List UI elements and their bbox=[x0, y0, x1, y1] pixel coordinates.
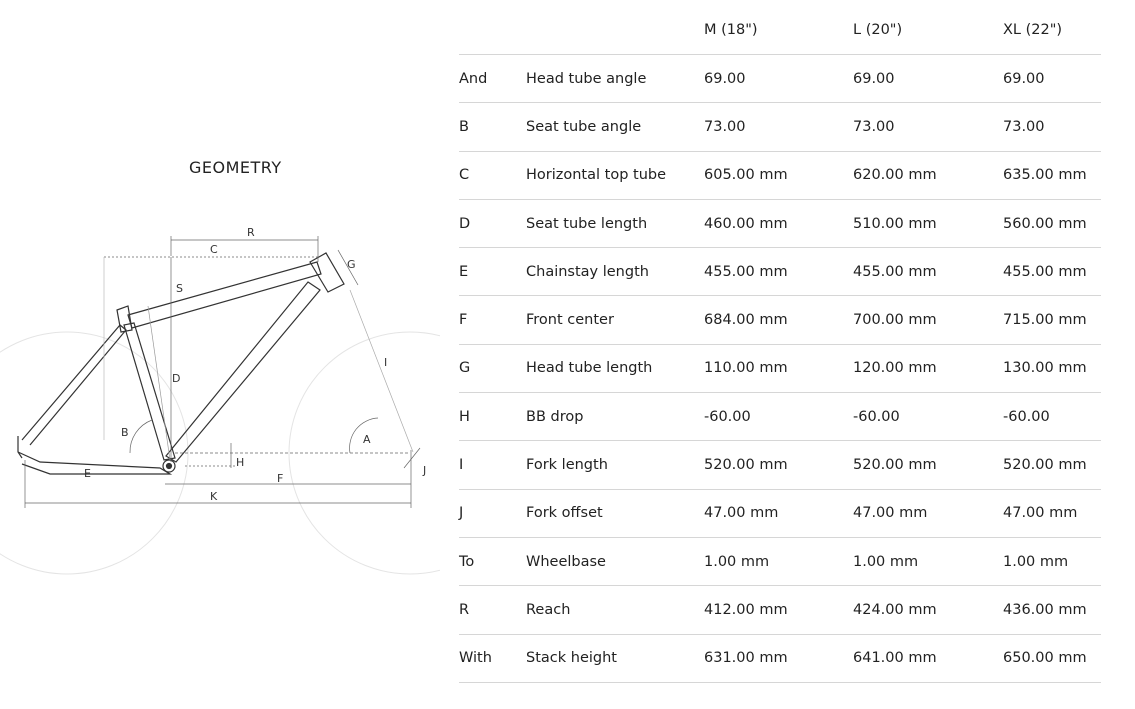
row-value-xl: 73.00 bbox=[1003, 103, 1101, 151]
row-value-m: -60.00 bbox=[704, 393, 853, 441]
table-row bbox=[459, 248, 1101, 296]
fork-length-line bbox=[350, 290, 413, 452]
row-name: Front center bbox=[526, 296, 704, 344]
label-g: G bbox=[347, 258, 356, 271]
row-value-l: 73.00 bbox=[853, 103, 1003, 151]
row-value-l: 455.00 mm bbox=[853, 248, 1003, 296]
row-key: F bbox=[459, 296, 526, 344]
bike-geometry-diagram bbox=[0, 190, 440, 590]
table-row bbox=[459, 296, 1101, 344]
row-key: D bbox=[459, 199, 526, 247]
top-tube bbox=[128, 262, 321, 328]
row-name: Head tube angle bbox=[526, 55, 704, 103]
row-value-l: 1.00 mm bbox=[853, 537, 1003, 585]
label-r: R bbox=[247, 226, 255, 239]
row-value-xl: 520.00 mm bbox=[1003, 441, 1101, 489]
header-size-l: L (20") bbox=[853, 6, 1003, 55]
row-value-xl: 635.00 mm bbox=[1003, 151, 1101, 199]
label-d: D bbox=[172, 372, 181, 385]
seat-angle-arc bbox=[130, 420, 152, 453]
row-value-l: 510.00 mm bbox=[853, 199, 1003, 247]
label-h: H bbox=[236, 456, 245, 469]
row-value-m: 47.00 mm bbox=[704, 489, 853, 537]
label-s: S bbox=[176, 282, 183, 295]
row-key: G bbox=[459, 344, 526, 392]
label-j: J bbox=[423, 464, 427, 477]
row-value-l: -60.00 bbox=[853, 393, 1003, 441]
row-value-xl: 47.00 mm bbox=[1003, 489, 1101, 537]
row-value-m: 69.00 bbox=[704, 55, 853, 103]
row-value-xl: 69.00 bbox=[1003, 55, 1101, 103]
geometry-table bbox=[459, 6, 1101, 683]
table-row bbox=[459, 393, 1101, 441]
row-name: BB drop bbox=[526, 393, 704, 441]
row-key: H bbox=[459, 393, 526, 441]
row-value-m: 1.00 mm bbox=[704, 537, 853, 585]
row-name: Fork length bbox=[526, 441, 704, 489]
row-value-l: 47.00 mm bbox=[853, 489, 1003, 537]
row-value-m: 412.00 mm bbox=[704, 586, 853, 634]
row-value-m: 605.00 mm bbox=[704, 151, 853, 199]
row-value-xl: 650.00 mm bbox=[1003, 634, 1101, 682]
row-value-xl: 455.00 mm bbox=[1003, 248, 1101, 296]
row-name: Stack height bbox=[526, 634, 704, 682]
row-value-l: 641.00 mm bbox=[853, 634, 1003, 682]
row-value-xl: 1.00 mm bbox=[1003, 537, 1101, 585]
seat-stay bbox=[22, 325, 126, 445]
row-name: Seat tube length bbox=[526, 199, 704, 247]
header-name bbox=[526, 6, 704, 55]
header-size-xl: XL (22") bbox=[1003, 6, 1101, 55]
table-row bbox=[459, 103, 1101, 151]
row-value-l: 69.00 bbox=[853, 55, 1003, 103]
row-value-l: 120.00 mm bbox=[853, 344, 1003, 392]
table-header-row bbox=[459, 6, 1101, 55]
row-value-m: 110.00 mm bbox=[704, 344, 853, 392]
table-row bbox=[459, 55, 1101, 103]
row-name: Seat tube angle bbox=[526, 103, 704, 151]
row-value-xl: -60.00 bbox=[1003, 393, 1101, 441]
row-value-m: 684.00 mm bbox=[704, 296, 853, 344]
row-name: Chainstay length bbox=[526, 248, 704, 296]
row-value-xl: 715.00 mm bbox=[1003, 296, 1101, 344]
label-c: C bbox=[210, 243, 218, 256]
row-value-m: 73.00 bbox=[704, 103, 853, 151]
row-value-xl: 130.00 mm bbox=[1003, 344, 1101, 392]
label-i: I bbox=[384, 356, 388, 369]
fork-offset-line bbox=[404, 448, 420, 468]
row-key: E bbox=[459, 248, 526, 296]
row-value-xl: 560.00 mm bbox=[1003, 199, 1101, 247]
table-row bbox=[459, 344, 1101, 392]
row-value-l: 700.00 mm bbox=[853, 296, 1003, 344]
chain-stay bbox=[18, 452, 170, 474]
row-name: Head tube length bbox=[526, 344, 704, 392]
row-value-m: 631.00 mm bbox=[704, 634, 853, 682]
table-row bbox=[459, 489, 1101, 537]
seat-tube-length-line bbox=[148, 306, 170, 460]
table-row bbox=[459, 586, 1101, 634]
row-value-l: 620.00 mm bbox=[853, 151, 1003, 199]
header-size-m: M (18") bbox=[704, 6, 853, 55]
row-key: And bbox=[459, 55, 526, 103]
row-key: R bbox=[459, 586, 526, 634]
table-row bbox=[459, 441, 1101, 489]
bike-frame-svg bbox=[0, 190, 440, 590]
row-name: Fork offset bbox=[526, 489, 704, 537]
table-row bbox=[459, 151, 1101, 199]
row-key: J bbox=[459, 489, 526, 537]
table-row bbox=[459, 634, 1101, 682]
label-e: E bbox=[84, 467, 91, 480]
row-name: Wheelbase bbox=[526, 537, 704, 585]
bottom-bracket-center bbox=[167, 464, 172, 469]
row-key: C bbox=[459, 151, 526, 199]
row-name: Reach bbox=[526, 586, 704, 634]
table-body bbox=[459, 55, 1101, 683]
row-value-xl: 436.00 mm bbox=[1003, 586, 1101, 634]
row-key: To bbox=[459, 537, 526, 585]
table-row bbox=[459, 537, 1101, 585]
label-k: K bbox=[210, 490, 218, 503]
row-name: Horizontal top tube bbox=[526, 151, 704, 199]
label-b: B bbox=[121, 426, 129, 439]
row-value-m: 520.00 mm bbox=[704, 441, 853, 489]
label-f: F bbox=[277, 472, 284, 485]
dropout bbox=[18, 436, 22, 458]
table-row bbox=[459, 199, 1101, 247]
row-value-m: 460.00 mm bbox=[704, 199, 853, 247]
header-key bbox=[459, 6, 526, 55]
row-value-m: 455.00 mm bbox=[704, 248, 853, 296]
geometry-title: GEOMETRY bbox=[189, 158, 282, 177]
label-a: A bbox=[363, 433, 371, 446]
row-key: I bbox=[459, 441, 526, 489]
down-tube bbox=[166, 282, 320, 462]
row-key: With bbox=[459, 634, 526, 682]
row-value-l: 424.00 mm bbox=[853, 586, 1003, 634]
row-key: B bbox=[459, 103, 526, 151]
row-value-l: 520.00 mm bbox=[853, 441, 1003, 489]
